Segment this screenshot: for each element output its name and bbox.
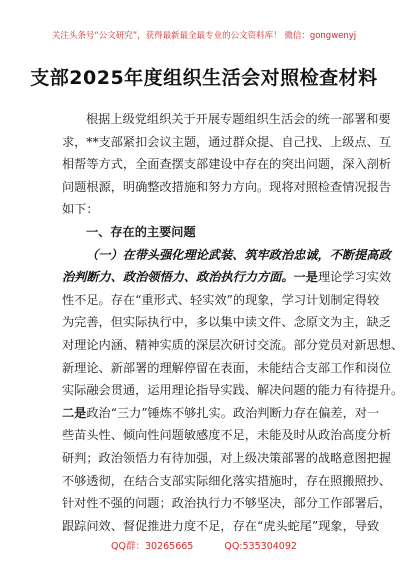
- point-line: 新理论、新部署的理解停留在表面，未能结合支部工作和岗位: [62, 360, 392, 375]
- point-line: 为完善，但实际执行中，多以集中读文件、念原文为主，缺乏: [62, 315, 392, 330]
- intro-line: 相帮等方式，全面查摆支部建设中存在的突出问题，深入剖析: [62, 157, 392, 172]
- subsection-heading-cont: 治判断力、政治领悟力、政治执行力方面。: [62, 270, 294, 285]
- point-line: 针对性不强的问题；政治执行力不够坚决，部分工作部署后，: [62, 496, 392, 511]
- subsection-heading: （一）在带头强化理论武装、筑牢政治忠诚，不断提高政: [86, 247, 391, 262]
- document-title: 支部2025年度组织生活会对照检查材料: [30, 67, 378, 89]
- point-line: 不够透彻，在结合支部实际细化落实措施时，存在照搬照抄、: [62, 473, 392, 488]
- point-line: 性不足。存在“重形式、轻实效”的现象，学习计划制定得较: [62, 292, 380, 307]
- point-line: 对理论内涵、精神实质的深层次研讨交流。部分党员对新思想、: [62, 337, 404, 352]
- intro-line: 求，**支部紧扣会议主题，通过群众提、自己找、上级点、互: [62, 134, 392, 149]
- point-label: 一是: [293, 270, 318, 285]
- point-line: 实际融会贯通，运用理论指导实践、解决问题的能力有待提升。: [62, 383, 404, 398]
- point-line: 研判；政治领悟力有待加强，对上级决策部署的战略意图把握: [62, 450, 392, 465]
- point-line: 些苗头性、倾向性问题敏感度不足，未能及时从政治高度分析: [62, 428, 392, 443]
- footer-qq: QQ:535304092: [224, 541, 297, 552]
- footer-contact: [0, 538, 408, 552]
- point-text: 理论学习实效: [317, 270, 392, 285]
- intro-line: 如下：: [62, 202, 99, 217]
- footer-qq-group: QQ群：30265665: [111, 541, 194, 552]
- point-text: 政治“三力”锤炼不够扎实。政治判断力存在偏差，对一: [86, 405, 380, 420]
- point-line: 跟踪问效、督促推进力度不足，存在“虎头蛇尾”现象，导致: [62, 518, 380, 533]
- header-note: 关注头条号“公文研究”，获得最新最全最专业的公文资料库！ 微信：gongwenyj: [51, 31, 357, 41]
- point-line: [62, 402, 380, 425]
- section-heading: 一、存在的主要问题: [86, 224, 196, 239]
- document-body: [62, 108, 404, 537]
- subsection-heading-line: [62, 266, 392, 289]
- point-label: 二是: [62, 405, 87, 420]
- intro-line: 问题根源，明确整改措施和努力方向。现将对照检查情况报告: [62, 179, 392, 194]
- intro-line: 根据上级党组织关于开展专题组织生活会的统一部署和要: [86, 112, 391, 126]
